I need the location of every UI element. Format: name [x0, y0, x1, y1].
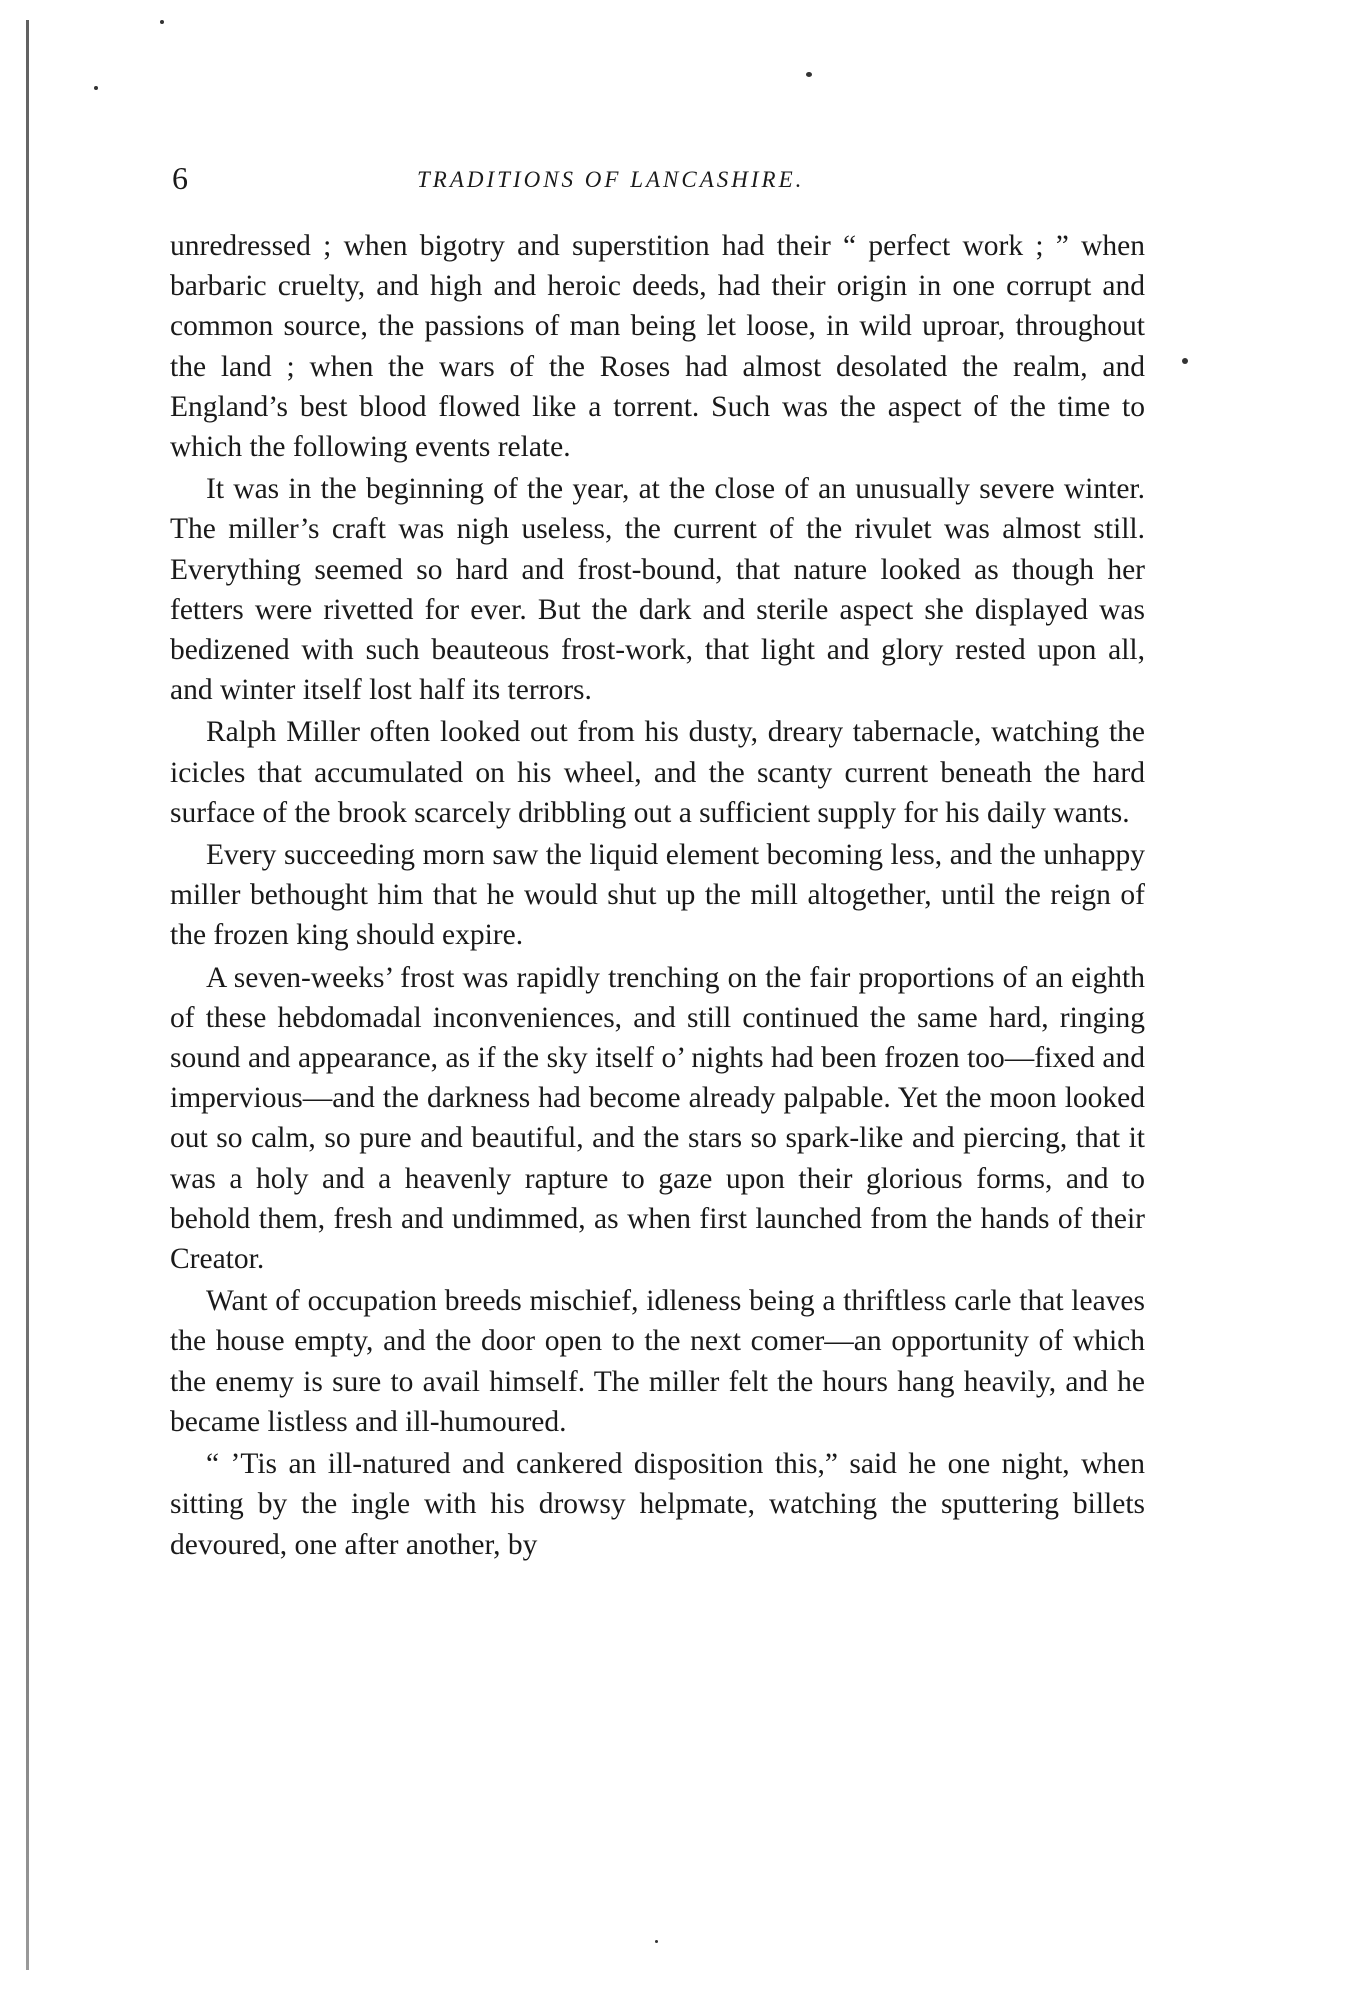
running-title: TRADITIONS OF LANCASHIRE.: [417, 167, 805, 192]
ink-speck: [1182, 358, 1188, 364]
ink-speck: [655, 1940, 658, 1943]
ink-speck: [806, 72, 812, 77]
paragraph: “ ’Tis an ill-natured and cankered disposition this,” said he one night, when sitting by the ingle with his drowsy helpmate, watching the sputtering billets devoured, one after another, by: [170, 1448, 1145, 1561]
paragraph: Every succeeding morn saw the liquid element becoming less, and the unhappy miller bethought him that he would shut up the mill altogether, until the reign of the frozen king should expire.: [170, 839, 1145, 952]
body-text: [170, 226, 1145, 1565]
ink-speck: [160, 20, 164, 24]
ink-speck: [94, 86, 98, 90]
paragraph: Ralph Miller often looked out from his dusty, dreary tabernacle, watching the icicles that accumulated on his wheel, and the scanty current beneath the hard surface of the brook scarcely dribbling out a sufficient supply for his daily wants.: [170, 716, 1145, 829]
binding-edge: [26, 20, 29, 1970]
paragraph: Want of occupation breeds mischief, idleness being a thriftless carle that leaves the house empty, and the door open to the next comer—an opportunity of which the enemy is sure to avail himself. The miller felt the hours hang heavily, and he became listless and ill-humoured.: [170, 1285, 1145, 1438]
page-number: 6: [172, 160, 188, 196]
paragraph: It was in the beginning of the year, at the close of an unusually severe winter. The miller’s craft was nigh useless, the current of the rivulet was almost still. Everything seemed so hard and frost-bound, that nature looked as though her fetters were rivetted for ever. But the dark and sterile aspect she displayed was bedizened with such beauteous frost-work, that light and glory rested upon all, and winter itself lost half its terrors.: [170, 473, 1145, 707]
page-header: [172, 158, 1168, 198]
paragraph: unredressed ; when bigotry and superstition had their “ perfect work ; ” when barbaric cruelty, and high and heroic deeds, had their origin in one corrupt and common source, the passions of man being let loose, in wild uproar, throughout the land ; when the wars of the Roses had almost desolated the realm, and England’s best blood flowed like a torrent. Such was the aspect of the time to which the following events relate.: [170, 230, 1145, 464]
paragraph: A seven-weeks’ frost was rapidly trenching on the fair proportions of an eighth of these hebdomadal inconveniences, and still continued the same hard, ringing sound and appearance, as if the sky itself o’ nights had been frozen too—fixed and impervious—and the darkness had become already palpable. Yet the moon looked out so calm, so pure and beautiful, and the stars so spark-like and piercing, that it was a holy and a heavenly rapture to gaze upon their glorious forms, and to behold them, fresh and undimmed, as when first launched from the hands of their Creator.: [170, 961, 1145, 1276]
